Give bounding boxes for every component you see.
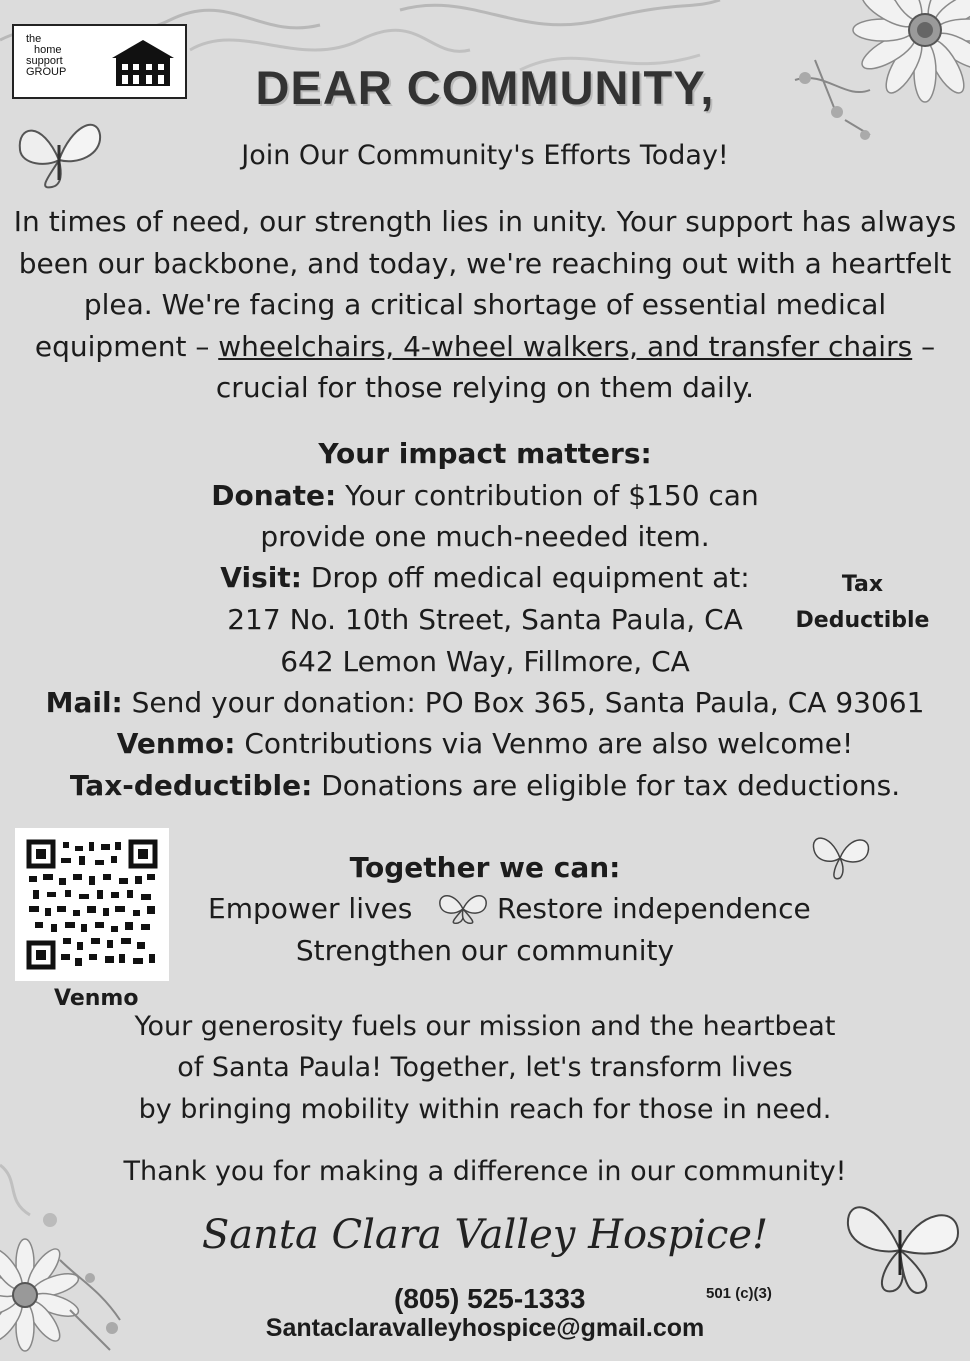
address-fillmore: 642 Lemon Way, Fillmore, CA (280, 645, 690, 678)
visit-label: Visit: (220, 561, 302, 594)
closing-line: of Santa Paula! Together, let's transform lives (177, 1052, 793, 1083)
tax-label: Tax-deductible: (69, 769, 313, 802)
equipment-list: wheelchairs, 4-wheel walkers, and transfer chairs (218, 329, 913, 363)
logo-text: the (26, 33, 42, 45)
nonprofit-code: 501 (c)(3) (706, 1285, 772, 1302)
donate-line-2: provide one much-needed item. (260, 520, 710, 553)
qr-label: Venmo (54, 986, 139, 1011)
logo-text: support (26, 55, 63, 67)
visit-text: Drop off medical equipment at: (301, 561, 750, 594)
impact-title: Your impact matters: (318, 437, 652, 470)
together-title: Together we can: (349, 851, 621, 884)
tax-line (0, 766, 970, 806)
intro-paragraph (10, 201, 960, 409)
tax-deductible-badge (780, 567, 945, 639)
logo-text: home (34, 44, 62, 56)
butterfly-icon (436, 889, 490, 927)
intro-text: – crucial for those relying on them daily. (215, 329, 936, 404)
subheading: Join Our Community's Efforts Today! (241, 140, 729, 171)
mail-text: Send your donation: PO Box 365, Santa Paula, CA 93061 (122, 686, 925, 719)
butterfly-icon (838, 1195, 968, 1305)
donate-label: Donate: (211, 479, 337, 512)
signature: Santa Clara Valley Hospice! (201, 1212, 769, 1258)
page-title: DEAR COMMUNITY, (255, 61, 715, 114)
closing-line: Your generosity fuels our mission and the heartbeat (134, 1011, 836, 1042)
logo-text: GROUP (26, 66, 67, 78)
intro-text: In times of need, our strength lies in unity. Your support has always been our backbone, and today, we're reaching out with a heartfelt plea. We're facing a critical shortage of essential medical equipment – (13, 205, 957, 363)
donate-line (0, 476, 970, 516)
flower-icon (0, 1200, 140, 1361)
venmo-label: Venmo: (116, 727, 236, 760)
email-address[interactable]: Santaclaravalleyhospice@gmail.com (265, 1314, 705, 1342)
tax-badge-line: Deductible (795, 608, 930, 633)
venmo-line (0, 724, 970, 764)
venmo-text: Contributions via Venmo are also welcome! (235, 727, 854, 760)
mail-label: Mail: (45, 686, 123, 719)
together-item-empower: Empower lives (208, 892, 413, 925)
together-item-restore: Restore independence (497, 892, 811, 925)
donate-text: Your contribution of $150 can (336, 479, 759, 512)
thank-you-line: Thank you for making a difference in our community! (123, 1156, 847, 1187)
butterfly-icon (808, 828, 874, 884)
together-item-strengthen: Strengthen our community (295, 934, 675, 967)
closing-line: by bringing mobility within reach for those in need. (138, 1094, 832, 1125)
mail-line (0, 683, 970, 723)
tax-badge-line: Tax (841, 572, 884, 597)
phone-number[interactable]: (805) 525-1333 (394, 1283, 586, 1314)
tax-text: Donations are eligible for tax deductions. (312, 769, 901, 802)
address-santa-paula: 217 No. 10th Street, Santa Paula, CA (227, 603, 743, 636)
